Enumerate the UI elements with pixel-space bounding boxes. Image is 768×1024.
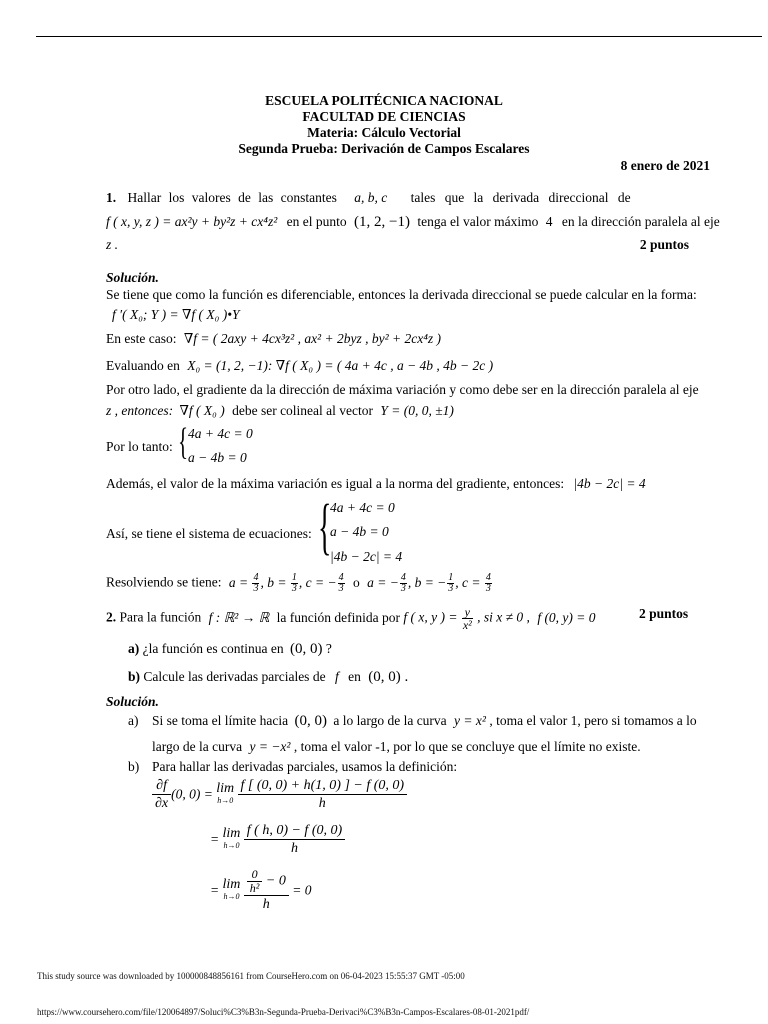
therefore-label: Por lo tanto: bbox=[106, 439, 173, 454]
problem-1-points: 2 puntos bbox=[639, 237, 689, 252]
footer-source-url[interactable]: https://www.coursehero.com/file/120064897/Soluci%C3%B3n-Segunda-Prueba-Derivaci%C3%B3n-Campos-Escalares-08-01-2021pdf/ bbox=[37, 1007, 530, 1017]
question-a-text: ¿la función es continua en bbox=[142, 641, 284, 656]
problem-1-text-tail: tales que la derivada direccional de bbox=[410, 190, 631, 205]
question-a-end: ? bbox=[325, 641, 332, 656]
question-a-label: a) bbox=[128, 641, 140, 656]
institution-title: ESCUELA POLITÉCNICA NACIONAL bbox=[265, 93, 503, 108]
gradient-at-x0: ∇f ( X₀ ) bbox=[179, 403, 225, 418]
curve-1-result: , toma el valor 1, pero si tomamos a lo bbox=[489, 713, 697, 728]
partial-derivative-line-1 bbox=[152, 777, 407, 812]
solution-1-title: Solución. bbox=[106, 270, 159, 285]
collinear-text: debe ser colineal al vector bbox=[232, 403, 374, 418]
problem-2-def-lhs: f ( x, y ) = bbox=[403, 609, 458, 625]
definition-fraction-2: $\frac{f ( h, 0) - f (0, 0)}{h}$ bbox=[244, 822, 345, 857]
question-b-text: Calcule las derivadas parciales de bbox=[143, 669, 326, 684]
question-a bbox=[128, 641, 332, 658]
problem-1-function: f ( x, y, z ) = ax²y + by²z + cx⁴z² bbox=[106, 214, 278, 229]
solution-1-line-4 bbox=[106, 358, 493, 374]
solution-1-line-1: Se tiene que como la función es diferenciable, entonces la derivada direccional se puede calcular en la forma: bbox=[106, 287, 697, 302]
system-2-eq-1: 4a + 4c = 0 bbox=[330, 500, 395, 515]
inner-fraction: $\frac{0}{\text{h²}}$ bbox=[247, 868, 263, 895]
system-2-eq-3: |4b − 2c| = 4 bbox=[330, 549, 403, 564]
question-b-f: f bbox=[334, 669, 339, 684]
solution-1-line-5: Por otro lado, el gradiente da la dirección de máxima variación y como debe ser en la dirección paralela al eje bbox=[106, 382, 699, 397]
system-1-eq-2: a − 4b = 0 bbox=[188, 450, 247, 465]
problem-1-at-point: en el punto bbox=[286, 214, 347, 229]
problem-1-point: (1, 2, −1) bbox=[354, 214, 410, 230]
limit-symbol-3: lim h→0 bbox=[222, 876, 241, 901]
problem-1-max-value: 4 bbox=[545, 214, 553, 229]
curve-2: y = −x² bbox=[249, 739, 291, 754]
curve-2-text: largo de la curva bbox=[152, 739, 243, 754]
limit-intro: Si se toma el límite hacia bbox=[152, 713, 289, 728]
partial-derivative-line-2 bbox=[210, 822, 345, 857]
curve-1: y = x² bbox=[454, 713, 486, 728]
problem-2-def-fraction: $\frac{y}{\text{x²}}$ bbox=[462, 605, 472, 632]
limit-symbol-2: lim h→0 bbox=[222, 825, 241, 850]
system-1-brace: { bbox=[178, 421, 189, 463]
solution-2-title: Solución. bbox=[106, 694, 159, 709]
result-label: Resolviendo se tiene: bbox=[106, 574, 222, 590]
question-b-en: en bbox=[348, 669, 361, 684]
partial-derivative-symbol: $\frac{\partial f}{\partial x}$ bbox=[152, 777, 171, 812]
problem-1-direction-text: en la dirección paralela al eje bbox=[561, 214, 720, 229]
system-1-eq-1: 4a + 4c = 0 bbox=[188, 426, 253, 441]
question-b-point: (0, 0) . bbox=[368, 669, 409, 685]
partial-at-origin: (0, 0) = bbox=[171, 786, 213, 802]
problem-2-number: 2. bbox=[106, 609, 117, 625]
question-b bbox=[128, 669, 408, 686]
top-rule bbox=[36, 36, 762, 37]
limit-symbol-1: lim h→0 bbox=[216, 780, 235, 805]
faculty-title: FACULTAD DE CIENCIAS bbox=[302, 109, 466, 124]
curve-text: a lo largo de la curva bbox=[333, 713, 447, 728]
problem-2-text-b: la función definida por bbox=[276, 609, 400, 625]
equals-3: = bbox=[210, 882, 220, 898]
definition-fraction-1: $\frac{f [ (0, 0) + h(1, 0) ] - f (0, 0)}{h}$ bbox=[238, 777, 408, 812]
system-label: Así, se tiene el sistema de ecuaciones: bbox=[106, 526, 312, 541]
solution-1-line-6 bbox=[106, 403, 454, 419]
problem-2-text-a: Para la función bbox=[119, 609, 202, 625]
evaluate-label: Evaluando en bbox=[106, 358, 180, 373]
gradient-formula: ∇f = ( 2axy + 4cx³z² , ax² + 2byz , by² + 2cx⁴z ) bbox=[183, 331, 442, 346]
gradient-at-point: X₀ = (1, 2, −1): ∇f ( X₀ ) = ( 4a + 4c , a − 4b , 4b − 2c ) bbox=[187, 358, 494, 373]
gradient-label: En este caso: bbox=[106, 331, 177, 346]
max-variation-text: Además, el valor de la máxima variación es igual a la norma del gradiente, entonces: bbox=[106, 476, 565, 491]
norm-equation: |4b − 2c| = 4 bbox=[573, 476, 646, 491]
solution-2a-line-1 bbox=[152, 713, 697, 730]
question-a-point: (0, 0) bbox=[289, 641, 323, 657]
problem-2-cond-1: , si x ≠ 0 , bbox=[477, 609, 530, 625]
partial-derivative-line-3 bbox=[210, 868, 311, 913]
problem-1-max-text: tenga el valor máximo bbox=[417, 214, 539, 229]
solution-2a-label: a) bbox=[128, 713, 139, 728]
system-2-eq-2: a − 4b = 0 bbox=[330, 524, 389, 539]
problem-2-cond-2: f (0, y) = 0 bbox=[537, 609, 596, 625]
solution-1-result: Resolviendo se tiene: a = $\frac{4}{3}$ , b = $\frac{1}{3}$ , c = − $\frac{4}{3}$ o a = − $\frac{4}{3}$ , b = − $\frac{1}{3}$ , c = $\frac{4}{3}$ bbox=[106, 572, 491, 594]
problem-1-constants: a, b, c bbox=[354, 190, 388, 205]
limit-point: (0, 0) bbox=[294, 713, 327, 729]
problem-2-map: f : ℝ² → ℝ bbox=[208, 609, 270, 625]
subject-title: Materia: Cálculo Vectorial bbox=[307, 125, 461, 140]
solution-1-line-8 bbox=[106, 476, 646, 492]
collinear-intro: z , entonces: bbox=[106, 403, 174, 418]
solution-2a-line-2 bbox=[152, 739, 641, 755]
exam-date: 8 enero de 2021 bbox=[620, 158, 710, 173]
solution-2b-label: b) bbox=[128, 759, 140, 774]
exam-title: Segunda Prueba: Derivación de Campos Escalares bbox=[238, 141, 530, 156]
problem-2-points: 2 puntos bbox=[639, 606, 689, 621]
system-2-brace: { bbox=[318, 493, 332, 561]
derivative-result: = 0 bbox=[292, 882, 312, 898]
problem-1-line-1 bbox=[106, 190, 631, 206]
definition-fraction-3: $\frac{0}{\text{h²}}$ − 0 h bbox=[244, 868, 289, 913]
question-b-label: b) bbox=[128, 669, 141, 684]
problem-1-text: Hallar los valores de las constantes bbox=[127, 190, 337, 205]
footer-download-note: This study source was downloaded by 100000848856161 from CourseHero.com on 06-04-2023 15:55:37 GMT -05:00 bbox=[37, 971, 465, 981]
result-or: o bbox=[352, 574, 360, 590]
limit-conclusion: , toma el valor -1, por lo que se concluye que el límite no existe. bbox=[293, 739, 641, 754]
directional-derivative-formula: f ′( X₀; Y ) = ∇f ( X₀ )•Y bbox=[112, 307, 240, 322]
solution-2b-line-1: Para hallar las derivadas parciales, usamos la definición: bbox=[152, 759, 458, 774]
solution-1-line-3 bbox=[106, 331, 441, 347]
problem-1-line-2 bbox=[106, 214, 720, 231]
problem-1-number: 1. bbox=[106, 190, 117, 205]
problem-1-axis: z . bbox=[106, 237, 119, 252]
vector-y: Y = (0, 0, ±1) bbox=[380, 403, 454, 418]
equals-2: = bbox=[210, 831, 220, 847]
problem-2-line bbox=[106, 606, 596, 631]
